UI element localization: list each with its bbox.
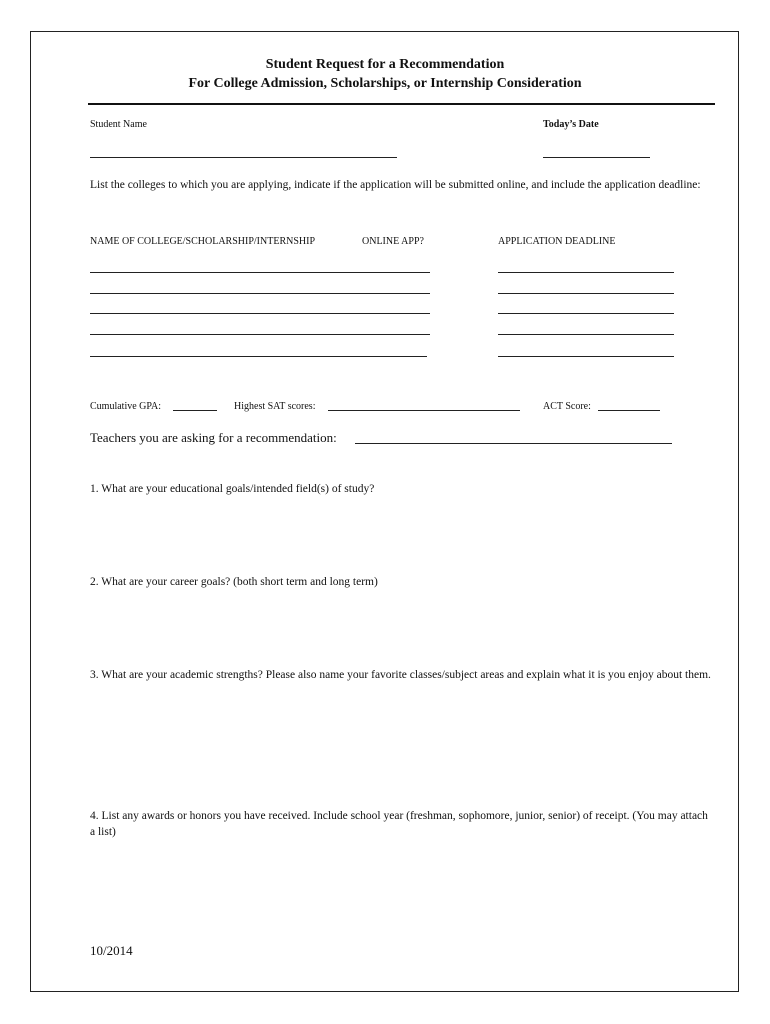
gpa-field[interactable] (173, 410, 217, 411)
form-subtitle: For College Admission, Scholarships, or Internship Consideration (188, 76, 582, 91)
college-name-header: NAME OF COLLEGE/SCHOLARSHIP/INTERNSHIP (90, 236, 316, 247)
form-revision-date: 10/2014 (90, 943, 133, 958)
question-academic-strengths: 3. What are your academic strengths? Please also name your favorite classes/subject areas and explain what it is you enjoy about them. (90, 669, 711, 681)
question-educational-goals: 1. What are your educational goals/intended field(s) of study? (90, 483, 375, 495)
gpa-label: Cumulative GPA: (90, 401, 162, 412)
form-title: Student Request for a Recommendation (265, 57, 505, 72)
college-name-field[interactable] (90, 356, 427, 357)
college-name-field[interactable] (90, 293, 430, 294)
question-career-goals: 2. What are your career goals? (both short term and long term) (90, 576, 378, 588)
deadline-field[interactable] (498, 272, 674, 273)
sat-label: Highest SAT scores: (234, 401, 316, 412)
todays-date-label: Today’s Date (543, 119, 599, 130)
act-label: ACT Score: (543, 401, 591, 412)
student-name-field[interactable] (90, 157, 397, 158)
college-name-field[interactable] (90, 313, 430, 314)
deadline-field[interactable] (498, 356, 674, 357)
deadline-field[interactable] (498, 313, 674, 314)
application-deadline-header: APPLICATION DEADLINE (498, 236, 616, 247)
page-border (30, 31, 739, 992)
colleges-instructions: List the colleges to which you are applying, indicate if the application will be submitted online, and include the application deadline: (90, 179, 701, 191)
college-name-field[interactable] (90, 272, 430, 273)
deadline-field[interactable] (498, 334, 674, 335)
sat-field[interactable] (328, 410, 520, 411)
act-field[interactable] (598, 410, 660, 411)
todays-date-field[interactable] (543, 157, 650, 158)
question-awards-honors: 4. List any awards or honors you have received. Include school year (freshman, sophomore, junior, senior) of receipt. (You may attach a list) (90, 810, 708, 838)
college-name-field[interactable] (90, 334, 430, 335)
deadline-field[interactable] (498, 293, 674, 294)
teachers-field[interactable] (355, 443, 672, 444)
header-divider (88, 103, 715, 105)
student-name-label: Student Name (90, 119, 147, 130)
online-app-header: ONLINE APP? (362, 236, 424, 247)
teachers-label: Teachers you are asking for a recommendation: (90, 430, 337, 445)
